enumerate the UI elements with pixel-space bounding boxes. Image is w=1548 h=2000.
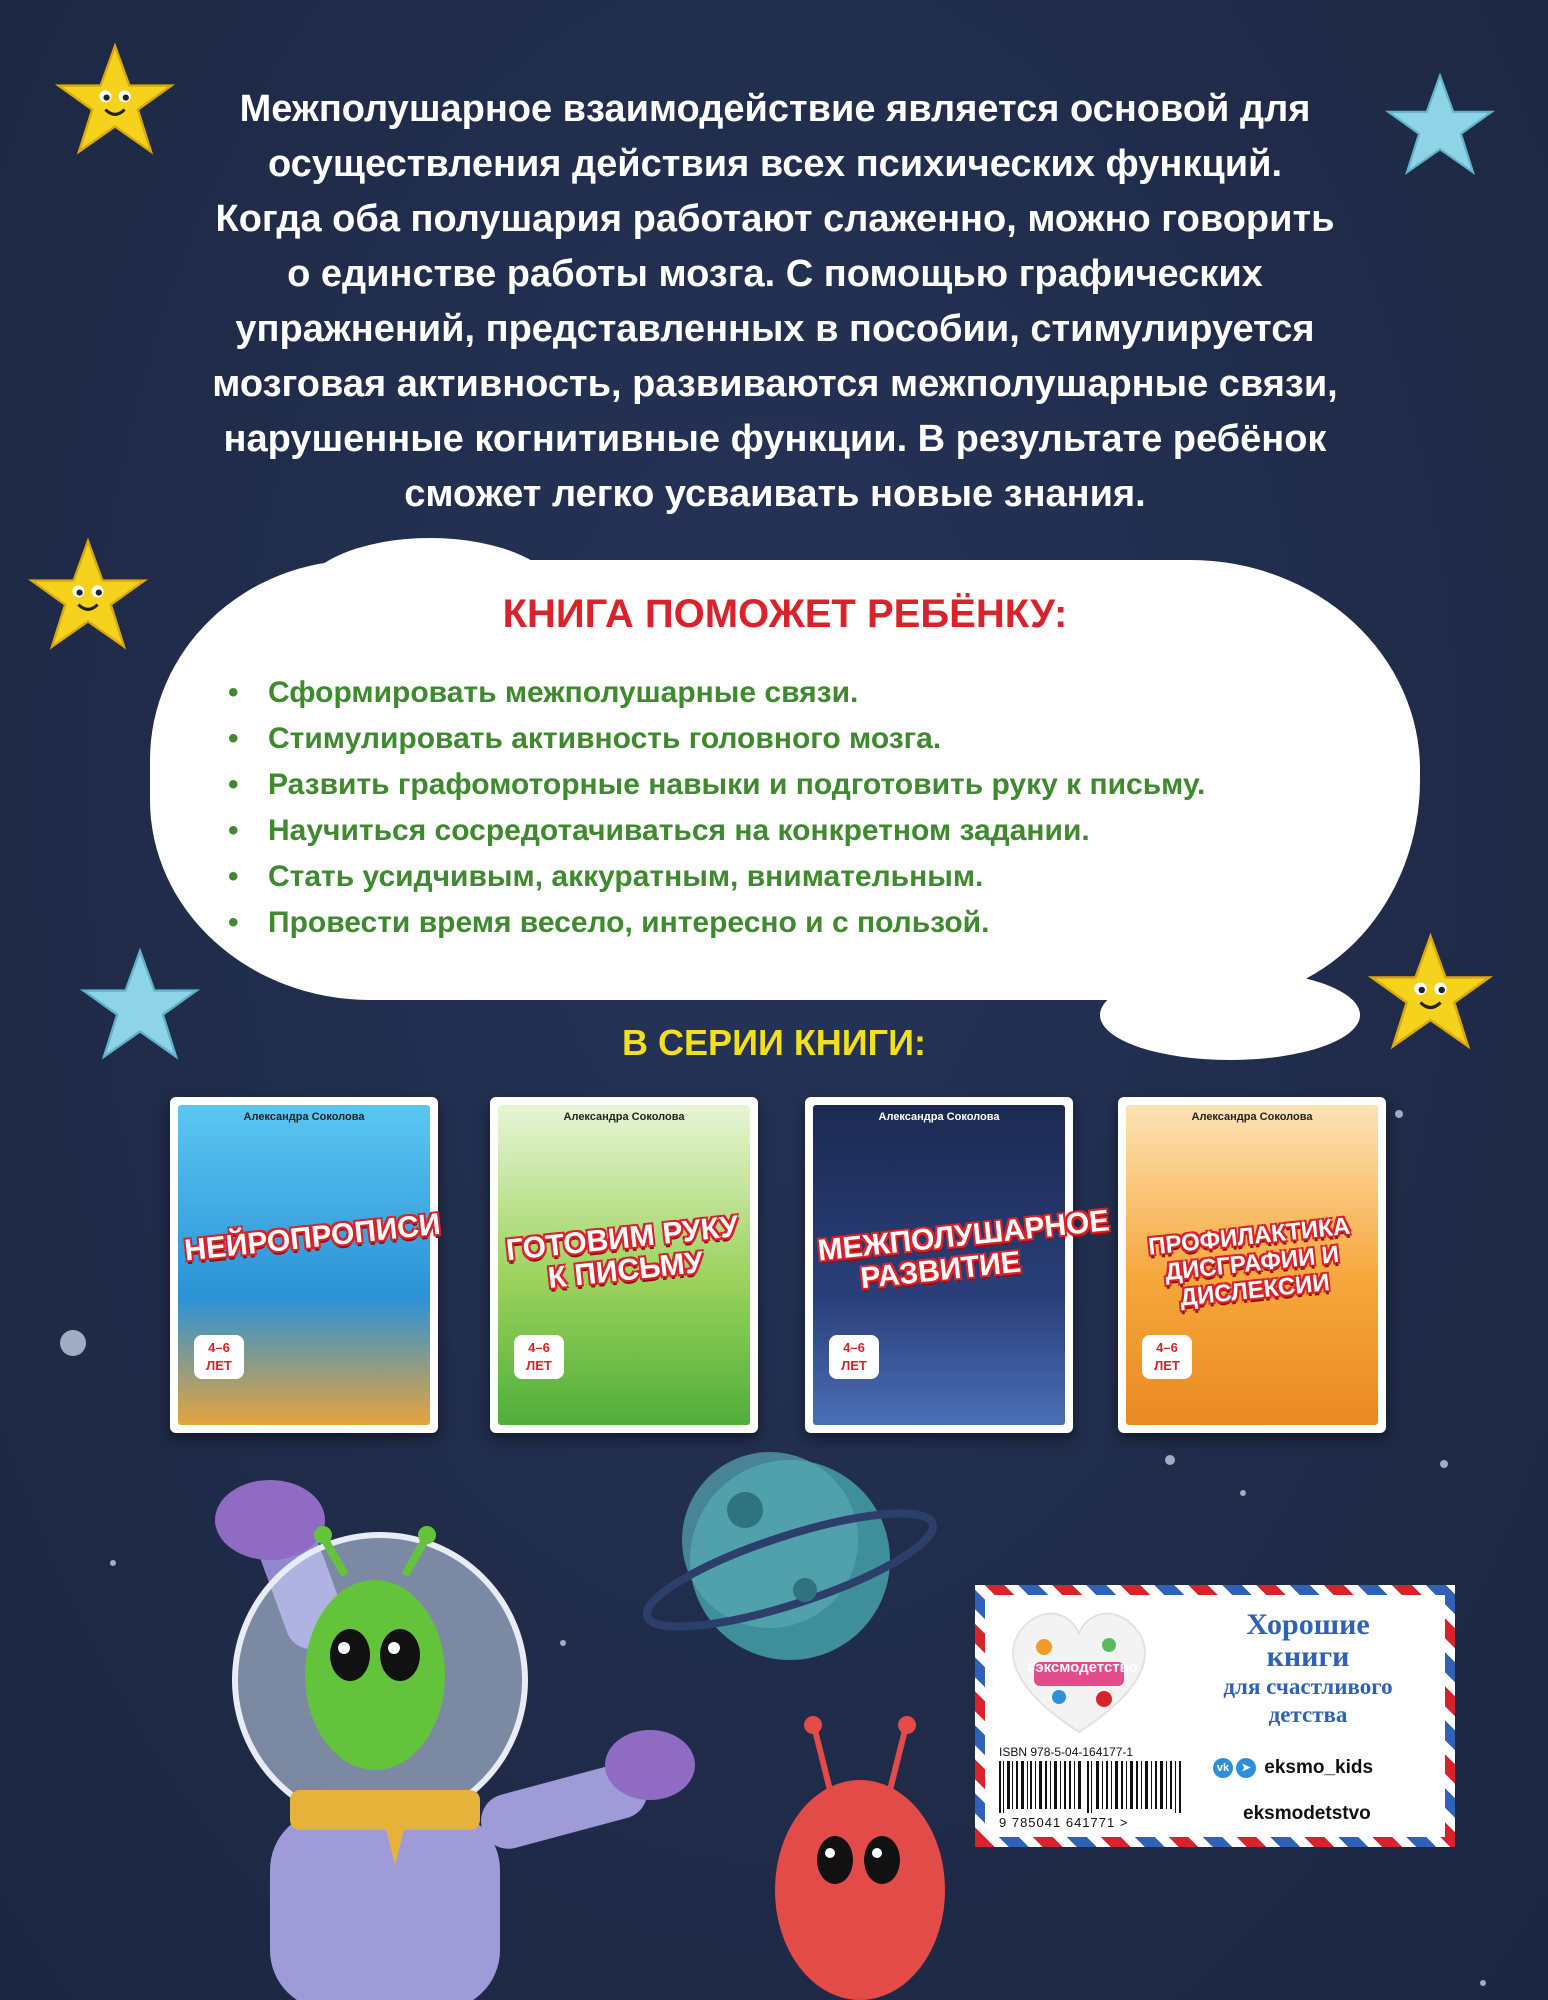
series-title: В СЕРИИ КНИГИ: — [622, 1022, 926, 1063]
series-book-mezhpolusharnoe[interactable] — [805, 1097, 1111, 1433]
intro-line: осуществления действия всех психических функций. — [267, 143, 1283, 185]
slogan-line: книги — [1266, 1640, 1350, 1673]
intro-line: о единстве работы мозга. С помощью графических — [287, 253, 1263, 295]
book-author: Александра Соколова — [563, 1111, 685, 1123]
publisher-slogan — [1183, 1609, 1433, 1729]
intro-line: Межполушарное взаимодействие является основой для — [239, 88, 1311, 130]
social-handle-text: eksmo_kids — [1264, 1757, 1374, 1778]
series-book-gotovim-ruku[interactable] — [490, 1097, 758, 1433]
intro-line: упражнений, представленных в пособии, стимулируется — [235, 308, 1315, 350]
intro-line: мозговая активность, развиваются межполушарные связи, — [212, 363, 1338, 405]
book-author: Александра Соколова — [1191, 1111, 1313, 1123]
star-dot — [1240, 1490, 1246, 1496]
series-book-profilaktika[interactable] — [1118, 1097, 1386, 1433]
star-dot — [1165, 1455, 1175, 1465]
book-age-badge: 4–6 ЛЕТ — [514, 1335, 564, 1379]
book-cover — [498, 1105, 750, 1425]
star-dot — [60, 1330, 86, 1356]
benefit-item: • Провести время весело, интересно и с пользой. — [228, 900, 1205, 946]
barcode-number: 9 785041 641771 > — [999, 1815, 1129, 1830]
book-age-badge: 4–6 ЛЕТ — [829, 1335, 879, 1379]
book-age-badge: 4–6 ЛЕТ — [194, 1335, 244, 1379]
star-dot — [1480, 1980, 1486, 1986]
intro-line: нарушенные когнитивные функции. В результате ребёнок — [223, 418, 1327, 460]
book-title: НЕЙРОПРОПИСИ — [182, 1207, 442, 1268]
book-title: МЕЖПОЛУШАРНОЕ РАЗВИТИЕ — [816, 1204, 1111, 1296]
benefit-item: • Стать усидчивым, аккуратным, внимательным. — [228, 854, 1205, 900]
benefit-item: • Развить графомоторные навыки и подготовить руку к письму. — [228, 762, 1205, 808]
blue-star-icon — [1385, 70, 1495, 180]
social-handle — [1213, 1757, 1373, 1779]
hashtag-label: #эксмодетство — [1027, 1659, 1138, 1676]
yellow-star-icon — [28, 535, 148, 655]
red-alien-illustration — [760, 1700, 960, 2000]
star-dot — [1440, 1460, 1448, 1468]
book-title: ГОТОВИМ РУКУ К ПИСЬМУ — [504, 1209, 741, 1295]
star-dot — [1395, 1110, 1403, 1118]
intro-line: Когда оба полушария работают слаженно, можно говорить — [215, 198, 1335, 240]
book-author: Александра Соколова — [243, 1111, 365, 1123]
book-cover — [813, 1105, 1111, 1425]
astronaut-illustration — [150, 1480, 710, 2000]
benefits-list — [228, 670, 1205, 946]
benefits-title: КНИГА ПОМОЖЕТ РЕБЁНКУ: — [502, 592, 1068, 636]
intro-line: сможет легко усваивать новые знания. — [404, 473, 1146, 515]
slogan-line: для счастливого — [1223, 1674, 1393, 1699]
benefit-item: • Научиться сосредотачиваться на конкретном задании. — [228, 808, 1205, 854]
barcode-icon — [999, 1761, 1185, 1813]
isbn-label: ISBN 978-5-04-164177-1 — [999, 1745, 1134, 1759]
book-cover — [1126, 1105, 1378, 1425]
publisher-sticker — [975, 1585, 1455, 1847]
telegram-icon: ➤ — [1236, 1758, 1256, 1778]
book-author: Александра Соколова — [878, 1111, 1000, 1123]
benefit-item: • Сформировать межполушарные связи. — [228, 670, 1205, 716]
slogan-line: Хорошие — [1246, 1608, 1370, 1641]
star-dot — [110, 1560, 116, 1566]
series-book-neuropropisi[interactable] — [170, 1097, 442, 1433]
book-cover — [178, 1105, 442, 1425]
intro-paragraph — [150, 82, 1400, 522]
publisher-site: eksmodetstvo — [1243, 1803, 1371, 1824]
benefit-item: • Стимулировать активность головного мозга. — [228, 716, 1205, 762]
vk-icon: vk — [1213, 1758, 1233, 1778]
slogan-line: детства — [1268, 1702, 1348, 1727]
book-title: ПРОФИЛАКТИКА ДИСГРАФИИ И ДИСЛЕКСИИ — [1146, 1212, 1352, 1312]
book-age-badge: 4–6 ЛЕТ — [1142, 1335, 1192, 1379]
